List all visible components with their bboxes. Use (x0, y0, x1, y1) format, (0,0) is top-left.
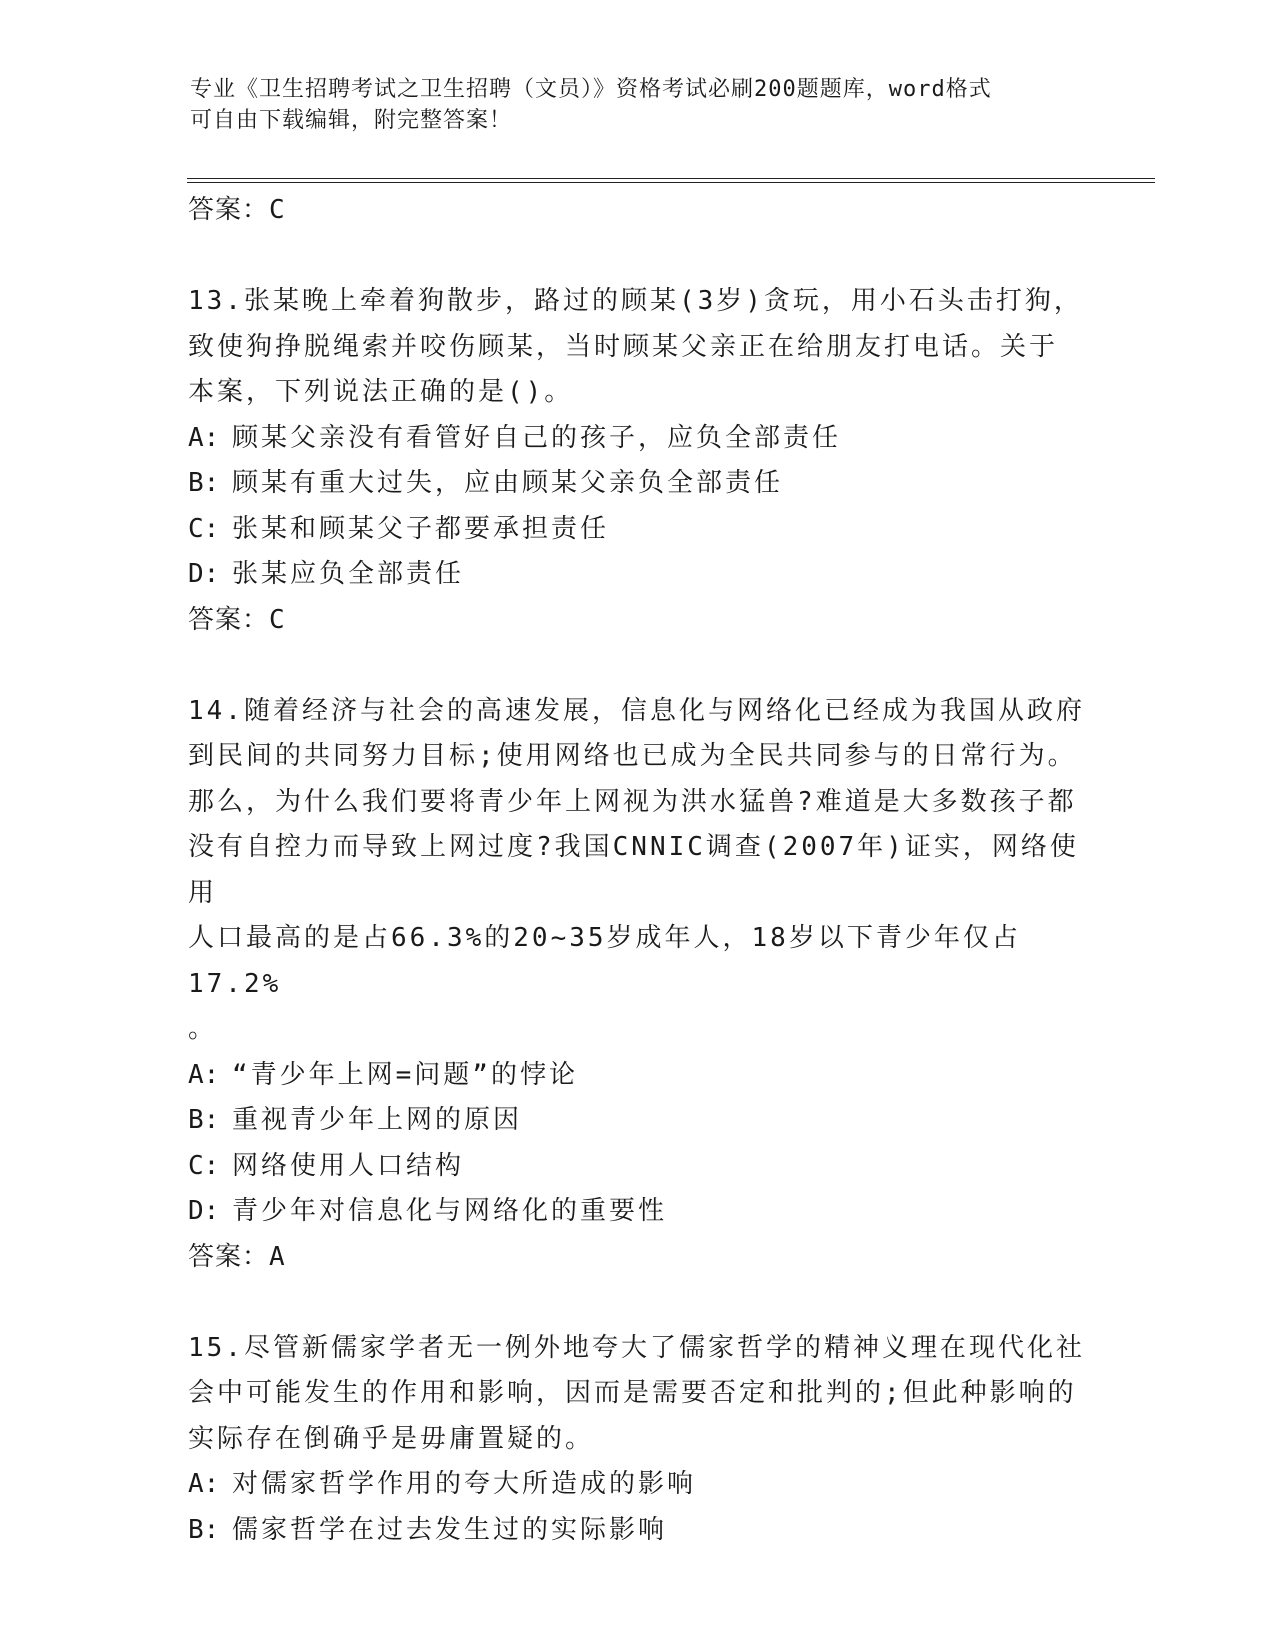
option-c (188, 1144, 1088, 1190)
answer-label: 答案： (188, 1241, 270, 1272)
question-14 (188, 689, 1088, 1281)
answer-line (188, 1235, 1088, 1281)
question-stem-line: 没有自控力而导致上网过度?我国CNNIC调查(2007年)证实，网络使用 (188, 832, 1079, 908)
option-a (188, 1462, 1088, 1508)
option-text: “青少年上网=问题”的悖论 (232, 1059, 578, 1090)
header-line-1: 专业《卫生招聘考试之卫生招聘（文员）》资格考试必刷200题题库，word格式 (190, 77, 992, 102)
header-line-2: 可自由下载编辑，附完整答案！ (190, 108, 513, 133)
option-text: 网络使用人口结构 (232, 1150, 465, 1181)
question-13 (188, 279, 1088, 643)
question-stem-line: 。 (188, 1014, 218, 1044)
question-15 (188, 1326, 1088, 1554)
option-d (188, 552, 1088, 598)
header-divider (187, 178, 1155, 183)
option-key: B: (188, 1105, 220, 1135)
option-text: 儒家哲学在过去发生过的实际影响 (232, 1514, 668, 1545)
option-text: 张某应负全部责任 (232, 559, 465, 589)
option-text: 青少年对信息化与网络化的重要性 (232, 1196, 668, 1226)
option-key: A: (188, 422, 220, 453)
question-stem-line: 14.随着经济与社会的高速发展，信息化与网络化已经成为我国从政府 (188, 695, 1085, 726)
option-text: 顾某父亲没有看管好自己的孩子，应负全部责任 (232, 422, 842, 453)
option-b (188, 1508, 1088, 1554)
question-stem-line: 会中可能发生的作用和影响，因而是需要否定和批判的;但此种影响的 (188, 1378, 1077, 1408)
option-key: B: (188, 468, 220, 498)
option-key: C: (188, 513, 220, 544)
answer-value: C (269, 604, 286, 635)
question-stem-line: 15.尽管新儒家学者无一例外地夸大了儒家哲学的精神义理在现代化社 (188, 1332, 1085, 1363)
option-key: A: (188, 1469, 220, 1499)
answer-label: 答案： (188, 195, 270, 225)
option-b (188, 1098, 1088, 1144)
option-key: B: (188, 1514, 220, 1545)
option-c (188, 507, 1088, 553)
answer-line (188, 598, 1088, 644)
question-content (188, 188, 1088, 1553)
option-key: D: (188, 559, 220, 589)
question-stem-line: 13.张某晚上牵着狗散步，路过的顾某(3岁)贪玩，用小石头击打狗， (188, 286, 1083, 316)
answer-line (188, 188, 1088, 234)
page-header (190, 74, 1090, 136)
option-b (188, 461, 1088, 507)
option-text: 张某和顾某父子都要承担责任 (232, 513, 610, 544)
question-stem-line: 人口最高的是占66.3%的20~35岁成年人，18岁以下青少年仅占17.2% (188, 923, 1021, 999)
option-text: 对儒家哲学作用的夸大所造成的影响 (232, 1469, 697, 1499)
option-text: 顾某有重大过失，应由顾某父亲负全部责任 (232, 468, 784, 498)
option-text: 重视青少年上网的原因 (232, 1105, 523, 1135)
option-key: C: (188, 1150, 220, 1181)
question-stem-line: 实际存在倒确乎是毋庸置疑的。 (188, 1423, 595, 1454)
question-stem-line: 本案，下列说法正确的是()。 (188, 377, 574, 407)
question-stem-line: 到民间的共同努力目标;使用网络也已成为全民共同参与的日常行为。 (188, 741, 1077, 771)
answer-value: C (269, 195, 286, 225)
option-a (188, 416, 1088, 462)
option-d (188, 1189, 1088, 1235)
answer-label: 答案： (188, 604, 270, 635)
option-key: A: (188, 1059, 220, 1090)
question-stem-line: 致使狗挣脱绳索并咬伤顾某，当时顾某父亲正在给朋友打电话。关于 (188, 331, 1059, 362)
option-a (188, 1053, 1088, 1099)
answer-value: A (269, 1241, 286, 1272)
option-key: D: (188, 1196, 220, 1226)
question-stem-line: 那么，为什么我们要将青少年上网视为洪水猛兽?难道是大多数孩子都 (188, 786, 1077, 817)
